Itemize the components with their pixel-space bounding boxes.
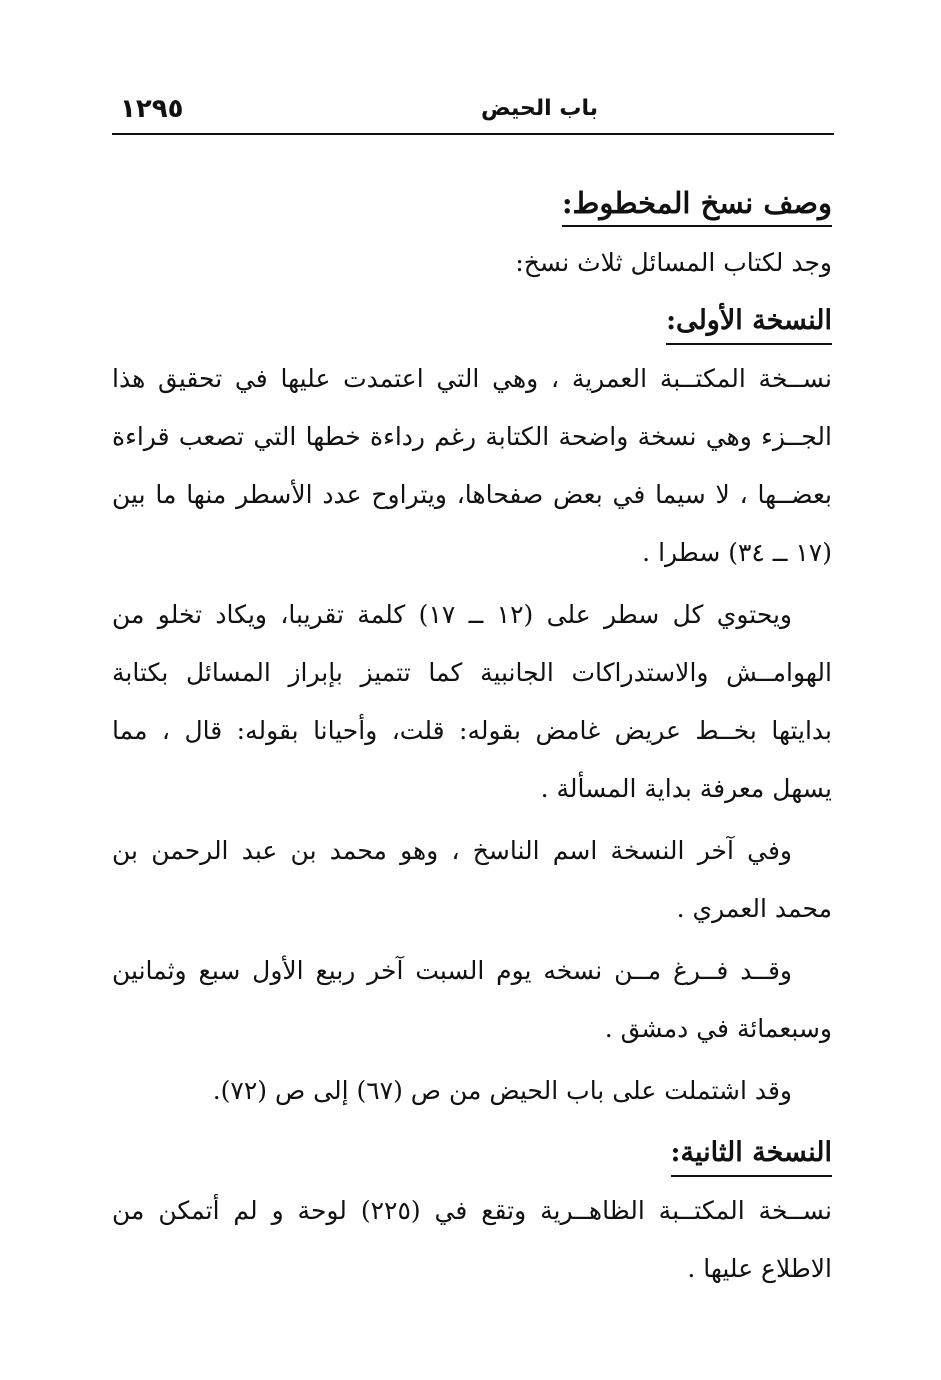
- copy1-paragraph-2: ويحتوي كل سطر على (١٢ ــ ١٧) كلمة تقريبا، ويكاد تخلو من الهوامــش والاستدراكات الجانبية كما تتميز بإبراز المسائل بكتابة بدايتها بخــط عريض غامض بقوله: قلت، وأحيانا بقوله: قال ، مما يسهل معرفة بداية المسألة .: [112, 600, 832, 803]
- header-divider: [112, 133, 834, 135]
- copy1-heading: النسخة الأولى:: [666, 301, 832, 345]
- copy2-heading-wrap: [112, 1124, 832, 1182]
- copy2-heading: النسخة الثانية:: [671, 1133, 832, 1177]
- copy1-paragraph-4: وقــد فــرغ مــن نسخه يوم السبت آخر ربيع الأول سبع وثمانين وسبعمائة في دمشق .: [112, 956, 832, 1043]
- section-title-wrap: [112, 176, 832, 234]
- running-head: باب الحيض: [481, 96, 598, 121]
- section-title: وصف نسخ المخطوط:: [562, 183, 832, 227]
- intro-paragraph: وجد لكتاب المسائل ثلاث نسخ:: [515, 248, 832, 277]
- copy2-paragraph-1: نســخة المكتــبة الظاهــرية وتقع في (٢٢٥) لوحة و لم أتمكن من الاطلاع عليها .: [112, 1196, 832, 1283]
- copy1-paragraph-3: وفي آخر النسخة اسم الناسخ ، وهو محمد بن عبد الرحمن بن محمد العمري .: [112, 836, 832, 923]
- main-text: [112, 176, 832, 1302]
- page-header: [112, 88, 834, 132]
- copy1-paragraph-1: نســخة المكتــبة العمرية ، وهي التي اعتمدت عليها في تحقيق هذا الجــزء وهي نسخة واضحة الكتابة رغم رداءة خطها التي تصعب قراءة بعضــها ، لا سيما في بعض صفحاها، ويتراوح عدد الأسطر منها ما بين (١٧ ــ ٣٤) سطرا .: [112, 364, 832, 567]
- copy1-paragraph-5: وقد اشتملت على باب الحيض من ص (٦٧) إلى ص (٧٢).: [212, 1076, 792, 1105]
- page-number: ١٢٩٥: [120, 94, 184, 124]
- copy1-heading-wrap: [112, 292, 832, 350]
